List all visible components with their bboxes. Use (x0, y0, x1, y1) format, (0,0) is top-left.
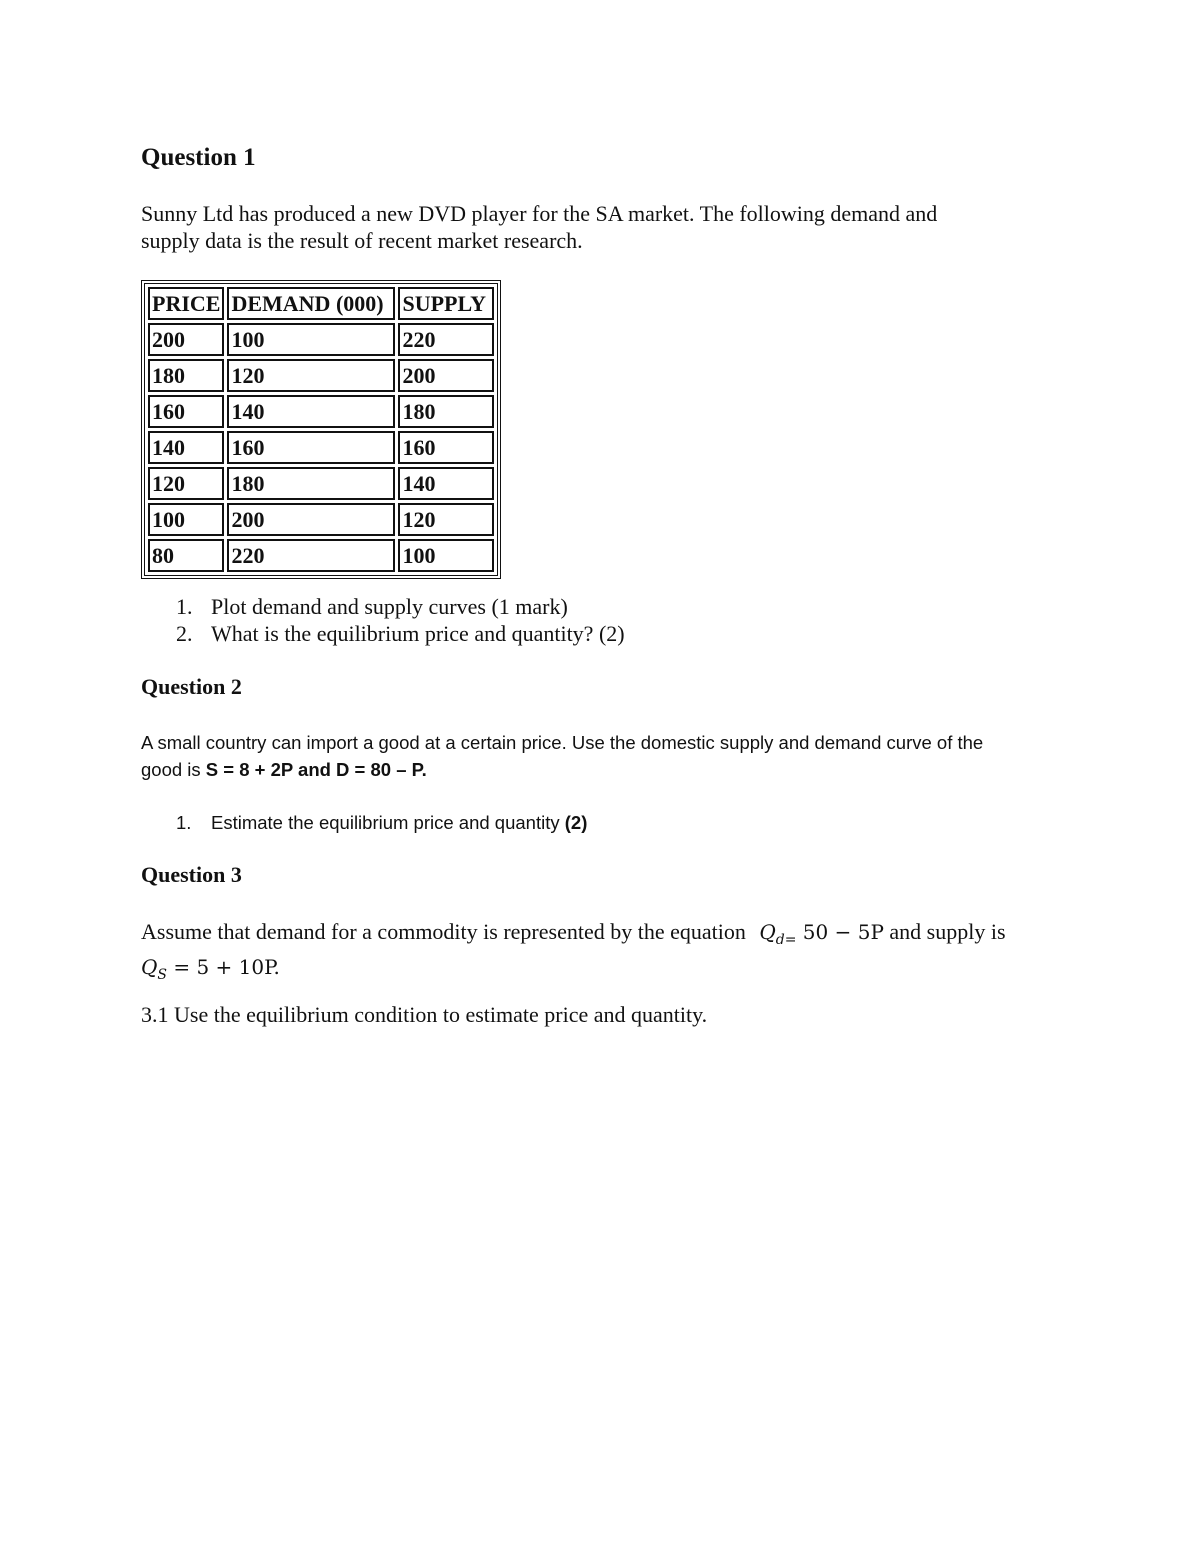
cell-price: 180 (148, 359, 224, 392)
question-3-heading: Question 3 (141, 862, 242, 887)
q2-line-2-prefix: good is (141, 759, 206, 780)
table-row (148, 503, 494, 536)
qs-rhs: = 5 + 10P. (167, 955, 280, 979)
cell-supply: 160 (398, 431, 494, 464)
qd-rhs: 50 − 5P (796, 920, 884, 944)
cell-price: 160 (148, 395, 224, 428)
cell-demand: 200 (227, 503, 395, 536)
list-text: What is the equilibrium price and quantity? (2) (211, 621, 625, 646)
qd-subscript: d= (775, 932, 797, 948)
cell-supply: 140 (398, 467, 494, 500)
cell-demand: 120 (227, 359, 395, 392)
table-row (148, 323, 494, 356)
cell-price: 100 (148, 503, 224, 536)
question-2-list (141, 809, 1041, 836)
header-demand: DEMAND (000) (227, 287, 395, 320)
list-text: Estimate the equilibrium price and quantity (211, 812, 565, 833)
table-row (148, 467, 494, 500)
cell-price: 120 (148, 467, 224, 500)
cell-price: 200 (148, 323, 224, 356)
intro-line-2: supply data is the result of recent market research. (141, 228, 583, 253)
list-item (141, 809, 1041, 836)
table-row (148, 359, 494, 392)
cell-supply: 100 (398, 539, 494, 572)
cell-supply: 180 (398, 395, 494, 428)
q3-tail: and supply is (883, 919, 1006, 944)
list-marks: (2) (564, 812, 588, 833)
cell-demand: 180 (227, 467, 395, 500)
header-price: PRICE (148, 287, 224, 320)
question-3-1: 3.1 Use the equilibrium condition to estimate price and quantity. (141, 1002, 708, 1027)
list-item (141, 593, 1041, 620)
cell-supply: 200 (398, 359, 494, 392)
table-row (148, 431, 494, 464)
demand-equation (759, 920, 884, 948)
qs-subscript: S (157, 967, 167, 983)
question-2-body (141, 729, 1141, 783)
q3-text: Assume that demand for a commodity is represented by the equation (141, 919, 746, 944)
q2-line-2 (141, 756, 1141, 783)
cell-supply: 120 (398, 503, 494, 536)
question-1-list (141, 593, 1041, 647)
q2-line-1: A small country can import a good at a certain price. Use the domestic supply and demand curve of the (141, 732, 984, 753)
question-1-heading: Question 1 (141, 144, 256, 171)
question-2-heading: Question 2 (141, 674, 242, 699)
table-header-row (148, 287, 494, 320)
table-row (148, 395, 494, 428)
cell-supply: 220 (398, 323, 494, 356)
table-row (148, 539, 494, 572)
qd-symbol: Q (759, 920, 776, 944)
demand-supply-table (141, 280, 501, 579)
q3-line-1 (141, 918, 1141, 954)
cell-demand: 220 (227, 539, 395, 572)
cell-price: 80 (148, 539, 224, 572)
qs-symbol: Q (141, 955, 158, 979)
cell-demand: 140 (227, 395, 395, 428)
list-number: 2. (176, 621, 193, 646)
q2-equations: S = 8 + 2P and D = 80 – P. (205, 759, 427, 780)
list-item (141, 620, 1041, 647)
header-supply: SUPPLY (398, 287, 494, 320)
demand-supply-table-wrap (141, 280, 501, 579)
cell-demand: 160 (227, 431, 395, 464)
list-number: 1. (176, 812, 192, 833)
question-1-intro (141, 200, 1121, 254)
question-3-body (141, 918, 1141, 989)
list-number: 1. (176, 594, 193, 619)
intro-line-1: Sunny Ltd has produced a new DVD player for the SA market. The following demand and (141, 201, 938, 226)
cell-price: 140 (148, 431, 224, 464)
supply-equation (141, 954, 1141, 989)
cell-demand: 100 (227, 323, 395, 356)
list-text: Plot demand and supply curves (1 mark) (211, 594, 568, 619)
